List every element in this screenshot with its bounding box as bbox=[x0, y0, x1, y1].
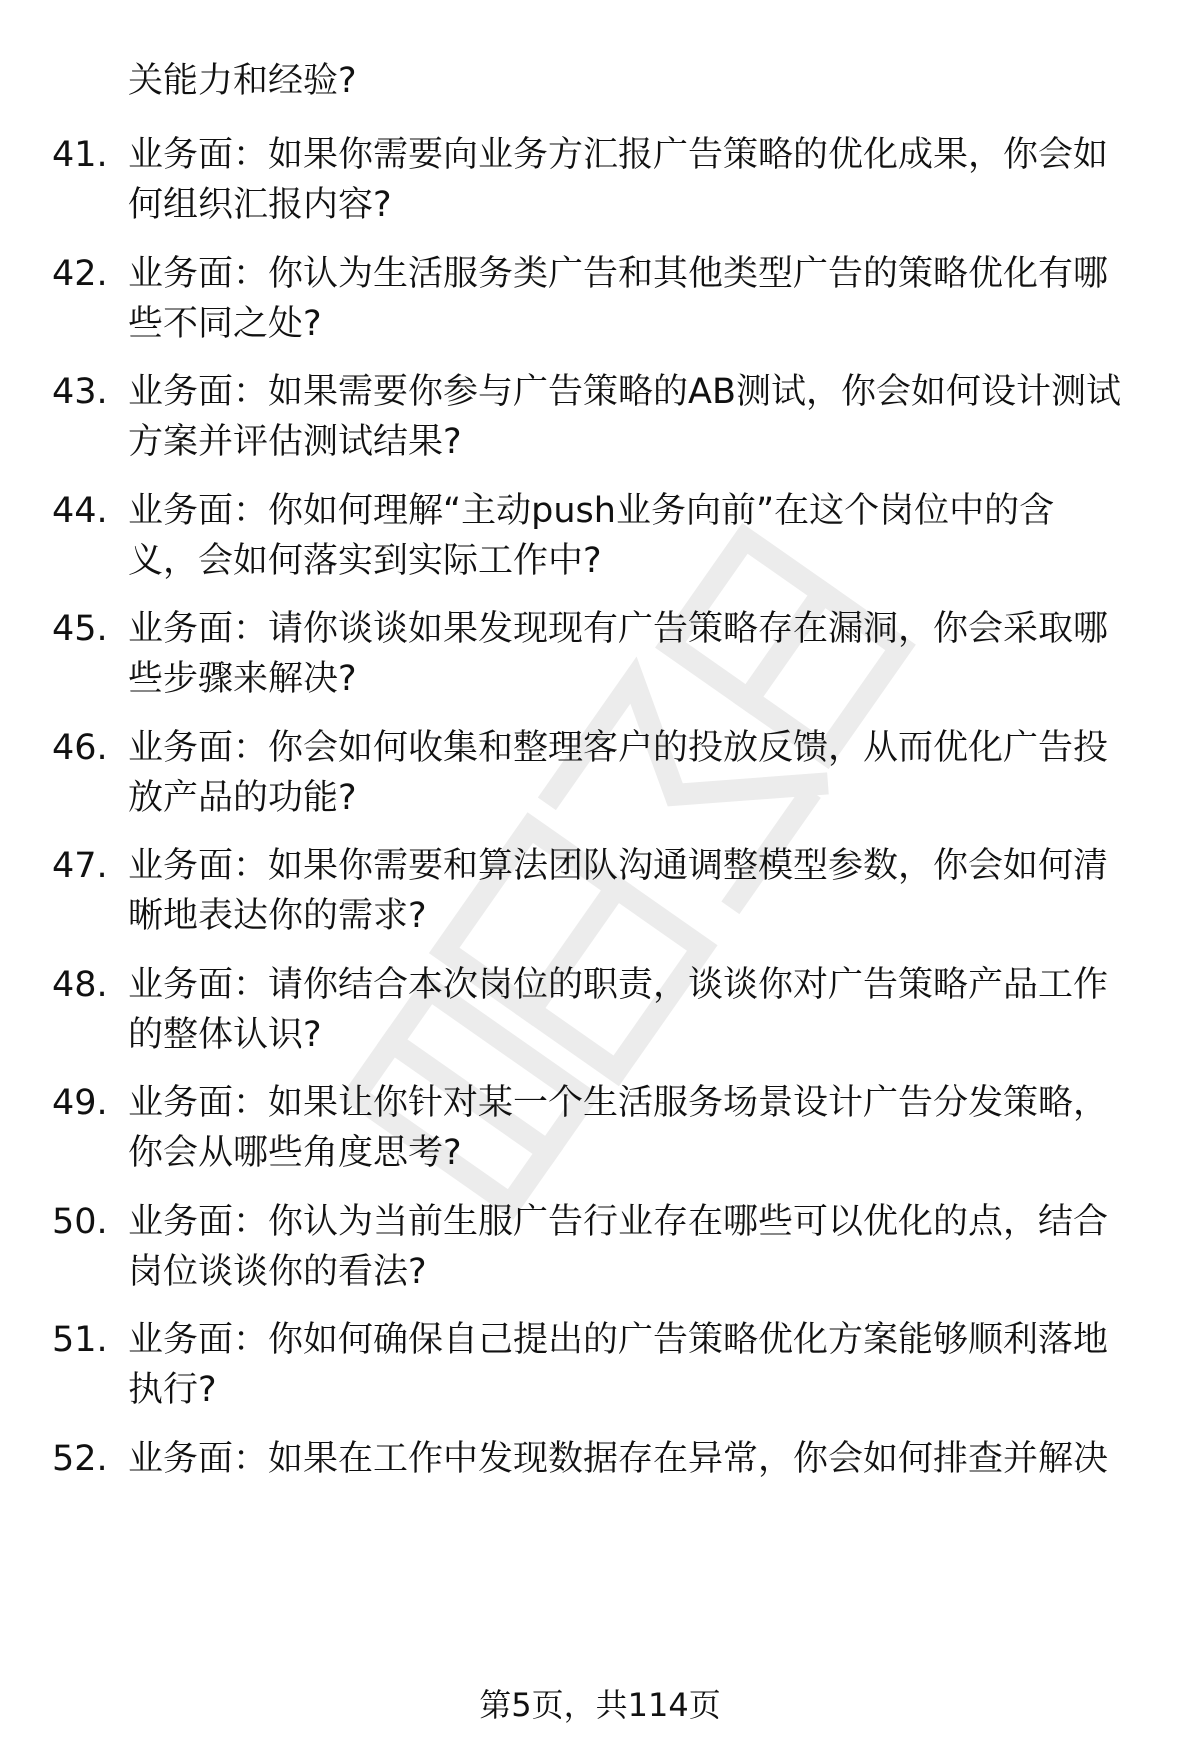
question-text bbox=[128, 960, 1158, 1060]
question-text bbox=[128, 723, 1158, 823]
question-text-line: 些步骤来解决? bbox=[128, 659, 357, 699]
question-number: 47. bbox=[52, 846, 108, 886]
question-text bbox=[128, 1197, 1158, 1297]
question-number: 44. bbox=[52, 490, 108, 531]
question-text-line: 义，会如何落实到实际工作中? bbox=[128, 540, 602, 581]
question-text-line: 何组织汇报内容? bbox=[128, 185, 392, 225]
question-text-line: 业务面：如果你需要和算法团队沟通调整模型参数，你会如何清 bbox=[128, 846, 1109, 886]
question-text bbox=[128, 130, 1158, 230]
question-number: 46. bbox=[52, 727, 108, 768]
question-number: 51. bbox=[52, 1320, 108, 1360]
question-text-line: 业务面：如果你需要向业务方汇报广告策略的优化成果，你会如 bbox=[128, 135, 1109, 175]
question-number: 45. bbox=[52, 609, 108, 649]
question-number: 48. bbox=[52, 964, 108, 1005]
question-text bbox=[128, 841, 1158, 941]
question-text-line: 放产品的功能? bbox=[128, 777, 357, 818]
question-text bbox=[128, 249, 1158, 349]
question-number: 41. bbox=[52, 135, 108, 175]
question-text-line: 你会从哪些角度思考? bbox=[128, 1133, 462, 1173]
question-text bbox=[128, 604, 1158, 704]
question-number: 42. bbox=[52, 253, 108, 294]
question-text-line: 执行? bbox=[128, 1370, 217, 1410]
continued-question-line: 关能力和经验? bbox=[128, 61, 357, 101]
question-text bbox=[128, 1434, 1158, 1484]
question-text bbox=[128, 367, 1158, 467]
question-number: 50. bbox=[52, 1201, 108, 1242]
question-text bbox=[128, 486, 1158, 586]
question-text-line: 晰地表达你的需求? bbox=[128, 896, 427, 936]
question-text-line: 的整体认识? bbox=[128, 1014, 322, 1055]
question-text-line: 业务面：请你结合本次岗位的职责，谈谈你对广告策略产品工作 bbox=[128, 964, 1109, 1005]
question-text-line: 些不同之处? bbox=[128, 303, 322, 344]
question-text-line: 业务面：你如何确保自己提出的广告策略优化方案能够顺利落地 bbox=[128, 1320, 1109, 1360]
question-text-line: 业务面：你会如何收集和整理客户的投放反馈，从而优化广告投 bbox=[128, 727, 1109, 768]
question-text-line: 方案并评估测试结果? bbox=[128, 422, 462, 462]
question-number: 49. bbox=[52, 1083, 108, 1123]
question-text-line: 业务面：你认为生活服务类广告和其他类型广告的策略优化有哪 bbox=[128, 253, 1109, 294]
question-text-line: 业务面：请你谈谈如果发现现有广告策略存在漏洞，你会采取哪 bbox=[128, 609, 1109, 649]
question-text-line: 业务面：你如何理解“主动push业务向前”在这个岗位中的含 bbox=[128, 490, 1055, 531]
page-footer: 第5页，共114页 bbox=[479, 1686, 721, 1724]
question-text bbox=[128, 1078, 1158, 1178]
question-text-line: 业务面：如果需要你参与广告策略的AB测试，你会如何设计测试 bbox=[128, 372, 1121, 412]
question-number: 43. bbox=[52, 372, 108, 412]
question-text-line: 岗位谈谈你的看法? bbox=[128, 1251, 427, 1292]
question-text-line: 业务面：你认为当前生服广告行业存在哪些可以优化的点，结合 bbox=[128, 1201, 1109, 1242]
question-text-line: 业务面：如果让你针对某一个生活服务场景设计广告分发策略， bbox=[128, 1083, 1109, 1123]
question-text-line: 业务面：如果在工作中发现数据存在异常，你会如何排查并解决 bbox=[128, 1438, 1109, 1479]
question-number: 52. bbox=[52, 1438, 108, 1479]
question-text bbox=[128, 1315, 1158, 1415]
